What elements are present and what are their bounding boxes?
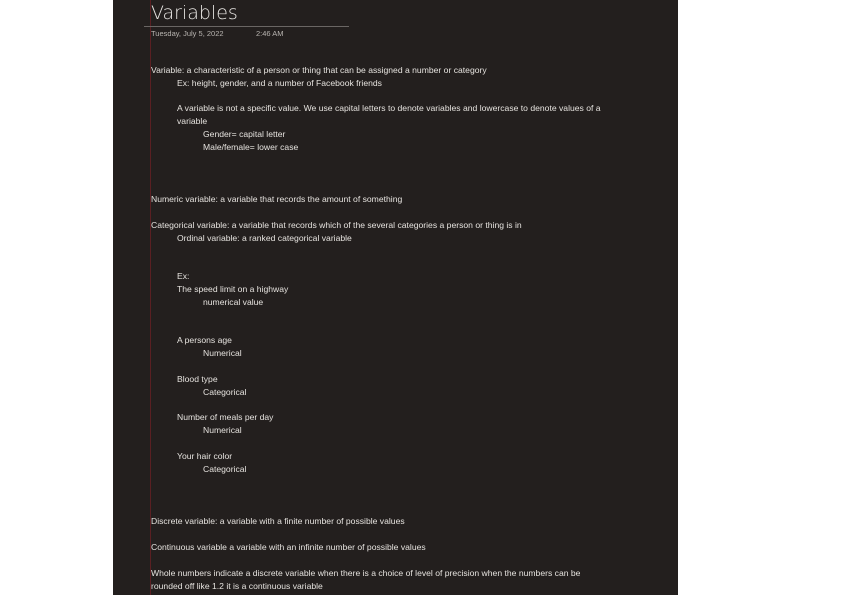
note-page[interactable] <box>113 0 678 595</box>
note-line[interactable]: Numerical <box>203 425 242 435</box>
note-line[interactable]: Your hair color <box>177 451 233 461</box>
page-date: Tuesday, July 5, 2022 <box>151 29 224 38</box>
page-title[interactable]: Variables <box>151 2 238 24</box>
note-line[interactable]: Blood type <box>177 374 218 384</box>
margin-line <box>150 0 151 595</box>
note-line[interactable]: Variable: a characteristic of a person or thing that can be assigned a number or category <box>151 65 487 75</box>
note-line[interactable]: Ordinal variable: a ranked categorical variable <box>177 233 352 243</box>
note-line[interactable]: Ex: height, gender, and a number of Facebook friends <box>177 78 382 88</box>
note-line[interactable]: Ex: <box>177 271 190 281</box>
note-line[interactable]: Discrete variable: a variable with a finite number of possible values <box>151 516 405 526</box>
note-line[interactable]: A persons age <box>177 335 232 345</box>
note-line[interactable]: Categorical <box>203 387 247 397</box>
note-line[interactable]: Whole numbers indicate a discrete variable when there is a choice of level of precision when the numbers can be <box>151 568 581 578</box>
note-line[interactable]: Number of meals per day <box>177 412 274 422</box>
note-line[interactable]: Male/female= lower case <box>203 142 299 152</box>
title-divider <box>144 26 349 27</box>
note-line[interactable]: Numerical <box>203 348 242 358</box>
note-line[interactable]: numerical value <box>203 297 264 307</box>
note-line[interactable]: A variable is not a specific value. We use capital letters to denote variables and lowercase to denote values of a <box>177 103 601 113</box>
page-time: 2:46 AM <box>256 29 284 38</box>
note-line[interactable]: rounded off like 1.2 it is a continuous variable <box>151 581 323 591</box>
note-line[interactable]: Categorical <box>203 464 247 474</box>
note-line[interactable]: variable <box>177 116 208 126</box>
note-line[interactable]: The speed limit on a highway <box>177 284 289 294</box>
note-line[interactable]: Categorical variable: a variable that records which of the several categories a person or thing is in <box>151 220 522 230</box>
note-line[interactable]: Continuous variable a variable with an infinite number of possible values <box>151 542 426 552</box>
note-line[interactable]: Numeric variable: a variable that records the amount of something <box>151 194 403 204</box>
note-line[interactable]: Gender= capital letter <box>203 129 286 139</box>
